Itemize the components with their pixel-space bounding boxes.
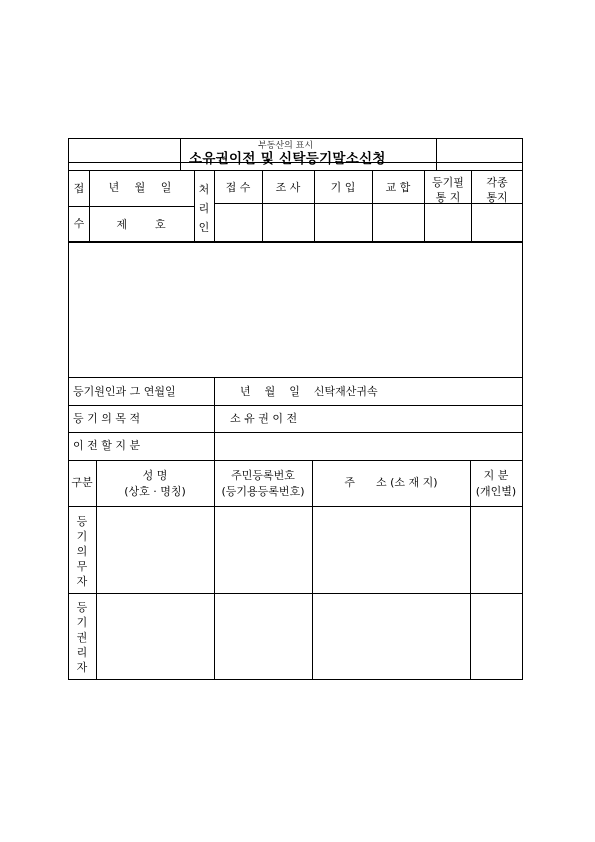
parties-name-header: 성 명 (상호 · 명칭) (124, 469, 186, 498)
parties-obligor-label: 등 기 의 무 자 (76, 515, 88, 588)
cause-row-bottom (68, 405, 523, 406)
cause-label: 등기원인과 그 연월일 (73, 385, 176, 398)
reception-su: 수 (73, 217, 85, 230)
fields-label-divider (214, 377, 215, 460)
property-subtitle: 부동산의 표시 (258, 141, 314, 151)
header-divider-2 (68, 170, 523, 171)
reception-col-4 (262, 170, 263, 242)
reception-col-registered-notice: 등기필 통 지 (432, 176, 464, 204)
parties-col-1 (96, 460, 97, 680)
parties-row-divider (68, 593, 523, 594)
parties-address-header: 주 소 (소 재 지) (344, 476, 438, 489)
reception-row-right (214, 203, 523, 204)
reception-col-josa: 조 사 (275, 181, 301, 194)
form-title: 소유권이전 및 신탁등기말소신청 (189, 151, 386, 167)
reception-col-jeopsu: 접 수 (225, 181, 251, 194)
purpose-value: 소 유 권 이 전 (230, 412, 298, 425)
parties-holder-label: 등 기 권 리 자 (76, 601, 88, 674)
reception-col-2 (194, 170, 195, 242)
reception-col-gyohap: 교 합 (385, 181, 411, 194)
purpose-label: 등 기 의 목 적 (73, 412, 141, 425)
share-row-bottom (68, 460, 523, 461)
parties-id-header: 주민등록번호 (등기용등록번호) (221, 469, 305, 498)
title-box-right (436, 138, 437, 170)
reception-col-3 (214, 170, 215, 242)
parties-gubun: 구분 (71, 476, 93, 489)
reception-col-5 (314, 170, 315, 242)
share-label: 이 전 할 지 분 (73, 439, 141, 452)
reception-col-6 (372, 170, 373, 242)
property-area-bottom (68, 377, 523, 378)
reception-bottom (68, 241, 523, 243)
parties-header-bottom (68, 506, 523, 507)
cause-value: 년 월 일 신탁재산귀속 (240, 385, 378, 398)
reception-col-various-notice: 각종 통지 (486, 176, 508, 204)
reception-col-8 (471, 170, 472, 242)
parties-share-header: 지 분 (개인별) (475, 469, 517, 498)
reception-number-label: 제 호 (116, 218, 166, 231)
reception-date-label: 년 월 일 (108, 181, 178, 194)
title-box-left (180, 138, 181, 170)
reception-col-7 (424, 170, 425, 242)
parties-col-3 (312, 460, 313, 680)
reception-jeop: 접 (73, 182, 85, 195)
parties-col-2 (214, 460, 215, 680)
reception-row-left (68, 206, 194, 207)
reception-col-giip: 기 입 (330, 181, 356, 194)
reception-handler: 처 리 인 (198, 183, 210, 234)
parties-col-4 (470, 460, 471, 680)
purpose-row-bottom (68, 432, 523, 433)
